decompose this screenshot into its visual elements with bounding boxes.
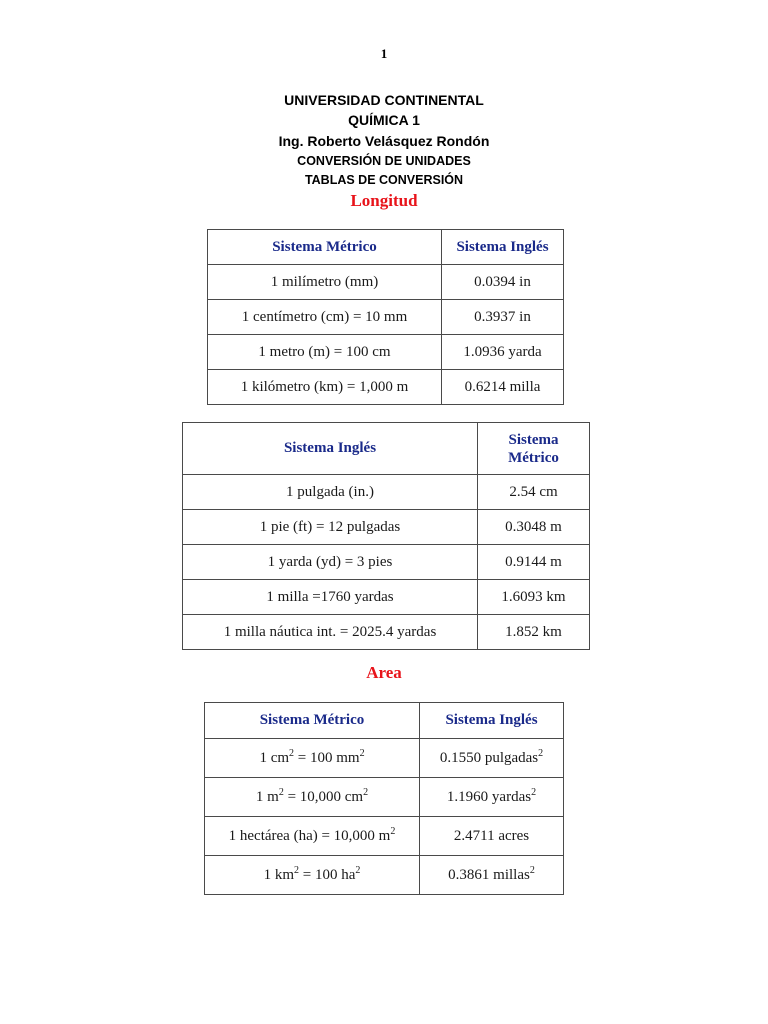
table-row (208, 300, 564, 335)
table-cell: 1.6093 km (478, 580, 590, 615)
section-title-area: Area (366, 663, 402, 682)
table-cell (205, 856, 420, 895)
cell-text: 0.3861 millas (448, 866, 530, 883)
cell-text: 0.1550 pulgadas (439, 749, 539, 766)
table-row (208, 370, 564, 405)
table-cell: 0.0394 in (442, 265, 564, 300)
superscript: 2 (355, 864, 361, 876)
table-cell: 2.54 cm (478, 475, 590, 510)
longitud-metric-table (207, 229, 564, 405)
author-name: Ing. Roberto Velásquez Rondón (278, 133, 490, 149)
table-cell: 0.9144 m (478, 545, 590, 580)
table-cell: 1 milla náutica int. = 2025.4 yardas (183, 615, 478, 650)
table-cell: 0.3048 m (478, 510, 590, 545)
superscript: 2 (529, 864, 535, 876)
table-row (208, 335, 564, 370)
table-cell: 1 yarda (yd) = 3 pies (183, 545, 478, 580)
table-cell (205, 739, 420, 778)
superscript: 2 (278, 786, 284, 798)
table-row (205, 739, 564, 778)
column-header: Sistema Inglés (442, 230, 564, 265)
table-cell: 1 milímetro (mm) (208, 265, 442, 300)
table-cell: 1 metro (m) = 100 cm (208, 335, 442, 370)
table-cell: 1 milla =1760 yardas (183, 580, 478, 615)
table-cell: 1 centímetro (cm) = 10 mm (208, 300, 442, 335)
section-title-longitud: Longitud (350, 191, 418, 210)
column-header: Sistema Métrico (205, 703, 420, 739)
column-header-line: Métrico (508, 449, 559, 466)
cell-text: 1.1960 yardas (446, 788, 532, 805)
table-cell: 1.0936 yarda (442, 335, 564, 370)
table-cell (420, 778, 564, 817)
superscript: 2 (538, 747, 544, 759)
cell-text: = 100 mm (294, 749, 360, 766)
longitud-english-table (182, 422, 590, 650)
document-subtitle: TABLAS DE CONVERSIÓN (304, 173, 464, 187)
superscript: 2 (363, 786, 369, 798)
area-table (204, 702, 564, 895)
cell-text: 1 hectárea (ha) = 10,000 m (228, 827, 391, 844)
column-header-line: Sistema (508, 431, 559, 448)
cell-text: = 10,000 cm (283, 788, 364, 805)
table-cell (420, 817, 564, 856)
table-row (183, 510, 590, 545)
table-row (183, 580, 590, 615)
table-row (208, 265, 564, 300)
document-title: CONVERSIÓN DE UNIDADES (297, 154, 471, 168)
column-header: Sistema Métrico (208, 230, 442, 265)
table-cell: 1.852 km (478, 615, 590, 650)
table-header-row (205, 703, 564, 739)
cell-text: = 100 ha (299, 866, 356, 883)
table-cell: 1 pie (ft) = 12 pulgadas (183, 510, 478, 545)
university-name: UNIVERSIDAD CONTINENTAL (284, 92, 484, 108)
table-cell (205, 817, 420, 856)
cell-text: 1 km (263, 866, 295, 883)
table-cell: 1 pulgada (in.) (183, 475, 478, 510)
table-cell: 0.3937 in (442, 300, 564, 335)
column-header: Sistema Inglés (183, 423, 478, 475)
table-header-row (208, 230, 564, 265)
superscript: 2 (359, 747, 365, 759)
superscript: 2 (531, 786, 537, 798)
cell-text: 1 cm (259, 749, 290, 766)
column-header (478, 423, 590, 475)
table-cell (205, 778, 420, 817)
superscript: 2 (289, 747, 295, 759)
course-name: QUÍMICA 1 (348, 112, 420, 128)
table-cell: 1 kilómetro (km) = 1,000 m (208, 370, 442, 405)
table-row (205, 778, 564, 817)
table-row (205, 817, 564, 856)
superscript: 2 (294, 864, 300, 876)
table-row (205, 856, 564, 895)
page-number: 1 (380, 46, 388, 61)
cell-text: 2.4711 acres (453, 827, 530, 844)
table-cell (420, 739, 564, 778)
table-header-row (183, 423, 590, 475)
column-header: Sistema Inglés (420, 703, 564, 739)
table-row (183, 545, 590, 580)
table-cell: 0.6214 milla (442, 370, 564, 405)
table-cell (420, 856, 564, 895)
superscript: 2 (390, 825, 396, 837)
table-row (183, 475, 590, 510)
cell-text: 1 m (255, 788, 279, 805)
table-row (183, 615, 590, 650)
